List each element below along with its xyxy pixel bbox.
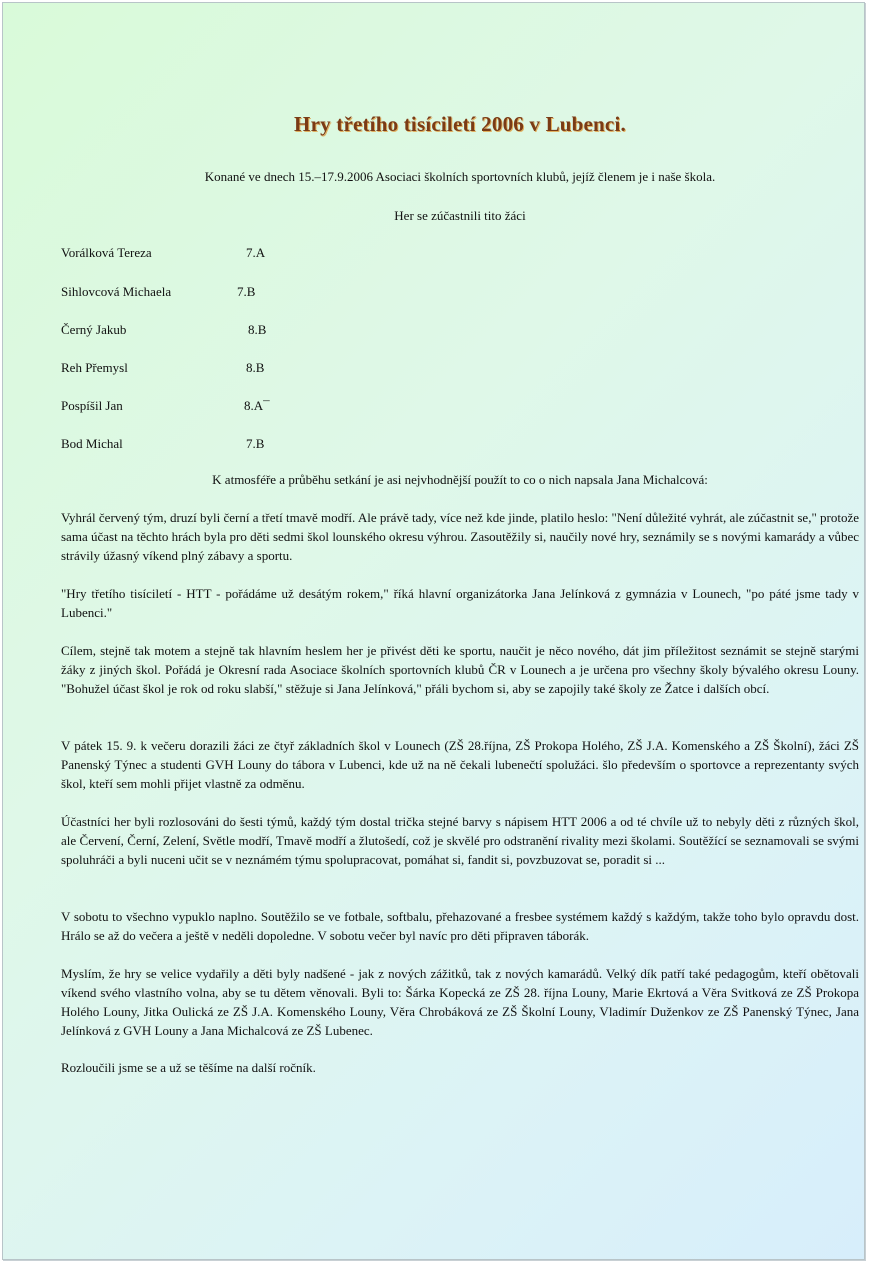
student-name: Vorálková Tereza	[61, 245, 152, 260]
paragraph: Rozloučili jsme se a už se těšíme na další ročník.	[61, 1060, 316, 1075]
student-row	[61, 282, 361, 302]
student-name: Sihlovcová Michaela	[61, 284, 172, 299]
student-class: 8.B	[248, 322, 267, 337]
student-row	[61, 320, 361, 340]
page-frame	[2, 2, 865, 1260]
paragraph: "Hry třetího tisíciletí - HTT - pořádáme už desátým rokem," říká hlavní organizátorka Jana Jelínková z gymnázia v Lounech, "po páté jsme tady v Lubenci."	[61, 586, 859, 620]
atmosphere-intro: K atmosféře a průběhu setkání je asi nejvhodnější použít to co o nich napsala Jana Michalcová:	[212, 472, 708, 487]
student-row	[61, 396, 361, 416]
paragraph: V pátek 15. 9. k večeru dorazili žáci ze čtyř základních škol v Lounech (ZŠ 28.října, ZŠ Prokopa Holého, ZŠ J.A. Komenského a ZŠ Školní), žáci ZŠ Panenský Týnec a studenti GVH Louny do tábora v Lubenci, kde už na ně čekali lubenečtí spolužáci. šlo především o sportovce a reprezentanty svých škol, kteří sem mohli přijet vlastně za odměnu.	[61, 738, 859, 791]
paragraph: Vyhrál červený tým, druzí byli černí a třetí tmavě modří. Ale právě tady, více než kde jinde, platilo heslo: "Není důležité vyhrát, ale zúčastnit se," protože sama účast na těchto hrách byla pro děti sedmi škol lounského okresu výhrou. Zasoutěžily si, naučily nové hry, seznámily se s novými kamarády a vůbec strávily úžasný víkend plný zábavy a sportu.	[61, 510, 859, 563]
student-row	[61, 358, 361, 378]
paragraph: Účastníci her byli rozlosováni do šesti týmů, každý tým dostal trička stejné barvy s nápisem HTT 2006 a od té chvíle už to nebyly děti z různých škol, ale Červení, Černí, Zelení, Světle modří, Tmavě modří a žlutošedí, což je skvělé pro odstranění rivality mezi školami. Soutěžící se seznamovali se svými spoluhráči a byli nuceni učit se v neznámém týmu spolupracovat, pomáhat si, fandit si, povzbuzovat se, poradit si ...	[61, 814, 859, 867]
article-title: Hry třetího tisíciletí 2006 v Lubenci.	[294, 112, 626, 136]
student-class: 8.A¯	[244, 398, 270, 413]
participants-heading: Her se zúčastnili tito žáci	[394, 208, 526, 223]
paragraph: Myslím, že hry se velice vydařily a děti byly nadšené - jak z nových zážitků, tak z nových kamarádů. Velký dík patří také pedagogům, kteří obětovali víkend svého vlastního volna, aby se tu dětem věnovali. Byli to: Šárka Kopecká ze ZŠ 28. října Louny, Marie Ekrtová a Věra Svitková ze ZŠ Prokopa Holého Louny, Jitka Oulická ze ZŠ J.A. Komenského Louny, Věra Chrobáková ze ZŠ Školní Louny, Vladimír Duženkov ze ZŠ Panenský Týnec, Jana Jelínková z GVH Louny a Jana Michalcová ze ZŠ Lubenec.	[61, 966, 859, 1038]
student-class: 7.B	[246, 436, 265, 451]
student-class: 8.B	[246, 360, 265, 375]
paragraph: Cílem, stejně tak motem a stejně tak hlavním heslem her je přivést děti ke sportu, naučit je něco nového, dát jim příležitost seznámit se stejně starými žáky z jiných škol. Pořádá je Okresní rada Asociace školních sportovních klubů ČR v Lounech a je určena pro všechny školy bývalého okresu Louny. "Bohužel účast škol je rok od roku slabší," stěžuje si Jana Jelínková," přáli bychom si, aby se zapojily také školy ze Žatce i dalších obcí.	[61, 643, 859, 696]
student-name: Bod Michal	[61, 436, 123, 451]
student-name: Černý Jakub	[61, 322, 127, 337]
student-class: 7.A	[246, 245, 266, 260]
student-row	[61, 434, 361, 454]
student-row	[61, 243, 361, 263]
student-name: Pospíšil Jan	[61, 398, 123, 413]
student-name: Reh Přemysl	[61, 360, 128, 375]
paragraph: V sobotu to všechno vypuklo naplno. Soutěžilo se ve fotbale, softbalu, přehazované a fresbee systémem každý s každým, takže toho bylo opravdu dost. Hrálo se až do večera a ještě v neděli dopoledne. V sobotu večer byl navíc pro děti připraven táborák.	[61, 909, 859, 943]
intro-line: Konané ve dnech 15.–17.9.2006 Asociaci školních sportovních klubů, jejíž členem je i naše škola.	[204, 169, 716, 184]
student-class: 7.B	[237, 284, 256, 299]
